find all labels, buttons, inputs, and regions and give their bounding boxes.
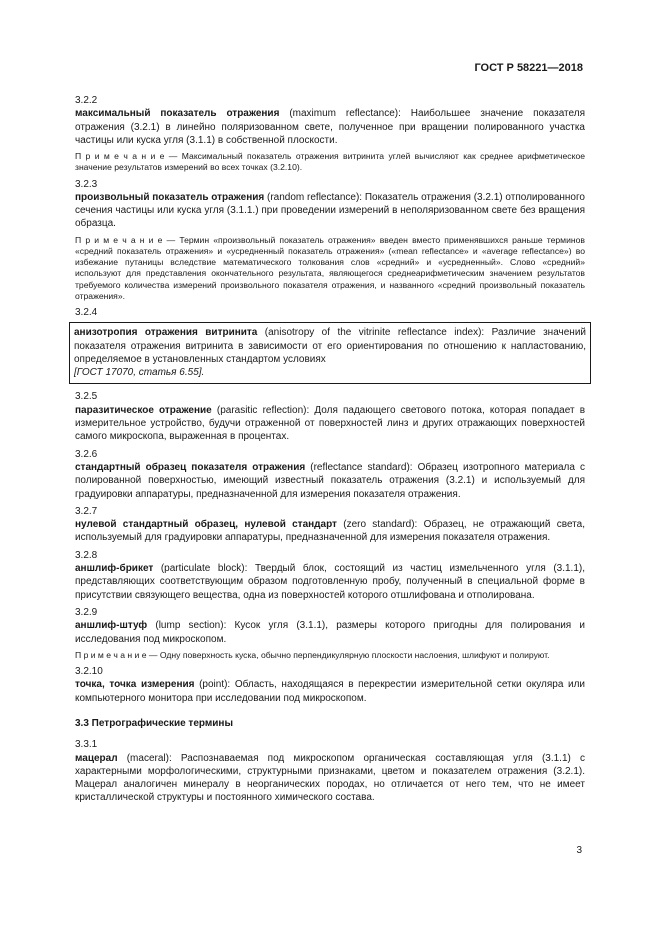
note-text: Одну поверхность куска, обычно перпендикулярную плоскости наслоения, шлифуют и полируют.: [157, 649, 550, 660]
term-definition: [75, 678, 585, 705]
term-title: максимальный показатель отражения: [75, 108, 280, 120]
term-definition: [75, 107, 585, 147]
note-label: П р и м е ч а н и е —: [75, 649, 158, 660]
term-number: 3.2.3: [75, 178, 98, 190]
term-title: точка, точка измерения: [75, 679, 195, 691]
term-english: (particulate block):: [153, 563, 255, 575]
doc-code-header: ГОСТ Р 58221—2018: [474, 62, 583, 74]
term-number: 3.2.4: [75, 307, 98, 318]
term-title: аншлиф-брикет: [75, 563, 154, 575]
term-definition: [75, 752, 585, 805]
term-text: Область, находящаяся в перекрестии измерительной сетки окуляра или компьютерного монитора при исследовании под микроскопом.: [75, 679, 585, 704]
term-title: нулевой стандартный образец, нулевой стандарт: [75, 519, 337, 531]
term-text: Образец изотропного материала с полированной поверхностью, имеющий известный показатель отражения (3.2.1) и используемый для градуировки аппаратуры, предназначенной для измерения показателя отражения.: [75, 461, 585, 500]
note-label: П р и м е ч а н и е —: [75, 234, 176, 245]
term-text: Доля падающего светового потока, которая попадает в измерительное устройство, будучи отраженной от поверхностей линз и других отражающих поверхностей самого микроскопа, выраженная в процентах.: [75, 404, 586, 443]
source-reference: [ГОСТ 17070, статья 6.55].: [74, 367, 205, 379]
term-text: Наибольшее значение показателя отражения (3.2.1) в линейно поляризованном свете, полученное при вращении полированного участка частицы или куска угля (3.1.1) в собственной плоскости.: [75, 108, 585, 146]
term-note: [75, 151, 585, 173]
term-definition: [75, 562, 585, 602]
term-note: [75, 235, 585, 302]
term-english: (maximum reflectance):: [279, 108, 411, 120]
note-label: П р и м е ч а н и е —: [75, 151, 178, 162]
term-number: 3.2.9: [75, 606, 98, 618]
term-english: (point):: [194, 679, 235, 691]
term-text: Твердый блок, состоящий из частиц измельченного угля (3.1.1), представляющих соответствующим образом подготовленную пробу, полученный в специальной форме в присутствии связующего вещества, одна из поверхностей которого отшлифована и отполирована.: [75, 563, 585, 601]
term-definition: [75, 518, 585, 545]
note-text: Термин «произвольный показатель отражения» введен вместо применявшихся раньше терминов «средний показатель отражения» и «усредненный показатель отражения» («mean reflectance» и «average reflectance») во избежание путаницы вследствие математического толкования слов «средний» и «усредненный». Слово «средний» используют для представления окончательного результата, являющегося среднеарифметическим значением результатов требуемого количества измерений произвольного показателя отражения, и названного «средний произвольный показатель отражения».: [75, 234, 585, 301]
page-content: [75, 90, 585, 805]
term-number: 3.2.8: [75, 549, 98, 561]
term-title: стандартный образец показателя отражения: [75, 461, 306, 473]
term-english: (parasitic reflection):: [211, 404, 315, 416]
term-title: анизотропия отражения витринита: [74, 327, 258, 339]
term-text: Образец, не отражающий света, используемый для градуировки аппаратуры, предназначенной для измерения показателя отражения.: [75, 519, 585, 544]
term-english: (maceral):: [117, 752, 181, 764]
term-number: 3.2.10: [75, 666, 103, 678]
section-heading: 3.3 Петрографические термины: [75, 717, 233, 729]
term-english: (anisotropy of the vitrinite reflectance index):: [257, 327, 492, 339]
page-number: 3: [576, 845, 582, 856]
term-text: Распознаваемая под микроскопом органическая составляющая угля (3.1.1) с характерными морфологическими, структурными признаками, цветом и показателем отражения (3.2.1). Мацерал аналогичен минералу в неорганических породах, но отличается от него тем, что не имеет кристаллической структуры и постоянного химического состава.: [75, 752, 586, 804]
term-definition: [75, 191, 585, 231]
term-english: (random reflectance):: [264, 191, 365, 203]
term-number: 3.2.6: [75, 448, 98, 460]
term-definition: [75, 404, 585, 444]
term-number: 3.2.7: [75, 505, 98, 517]
term-number: 3.2.5: [75, 391, 98, 403]
term-number: 3.2.2: [75, 95, 98, 106]
term-definition: [74, 326, 586, 366]
term-number: 3.3.1: [75, 739, 98, 751]
term-text: Различие значений показателя отражения витринита в зависимости от его ориентирования по отношению к напластованию, определяемое в установленных стандартом условиях: [74, 327, 586, 365]
term-definition: [75, 461, 585, 501]
term-source: [74, 366, 586, 379]
term-english: (reflectance standard):: [305, 461, 418, 473]
term-english: (lump section):: [147, 620, 235, 632]
term-title: произвольный показатель отражения: [75, 191, 265, 203]
term-title: аншлиф-штуф: [75, 620, 148, 632]
term-note: [75, 650, 585, 661]
term-english: (zero standard):: [336, 519, 424, 531]
term-text: Кусок угля (3.1.1), размеры которого пригодны для полирования и исследования под микроскопом.: [75, 620, 585, 645]
term-title: мацерал: [75, 752, 118, 764]
term-title: паразитическое отражение: [75, 404, 212, 416]
framed-term-box: [69, 322, 591, 384]
term-text: Показатель отражения (3.2.1) отполированного сечения частицы или куска угля (3.1.1.) при проведении измерений в неполяризованном свете без вращения образца.: [75, 191, 585, 230]
term-definition: [75, 619, 585, 646]
note-text: Максимальный показатель отражения витринита углей вычисляют как среднее арифметическое значение результатов измерений во всех точках (3.2.10).: [75, 151, 586, 173]
